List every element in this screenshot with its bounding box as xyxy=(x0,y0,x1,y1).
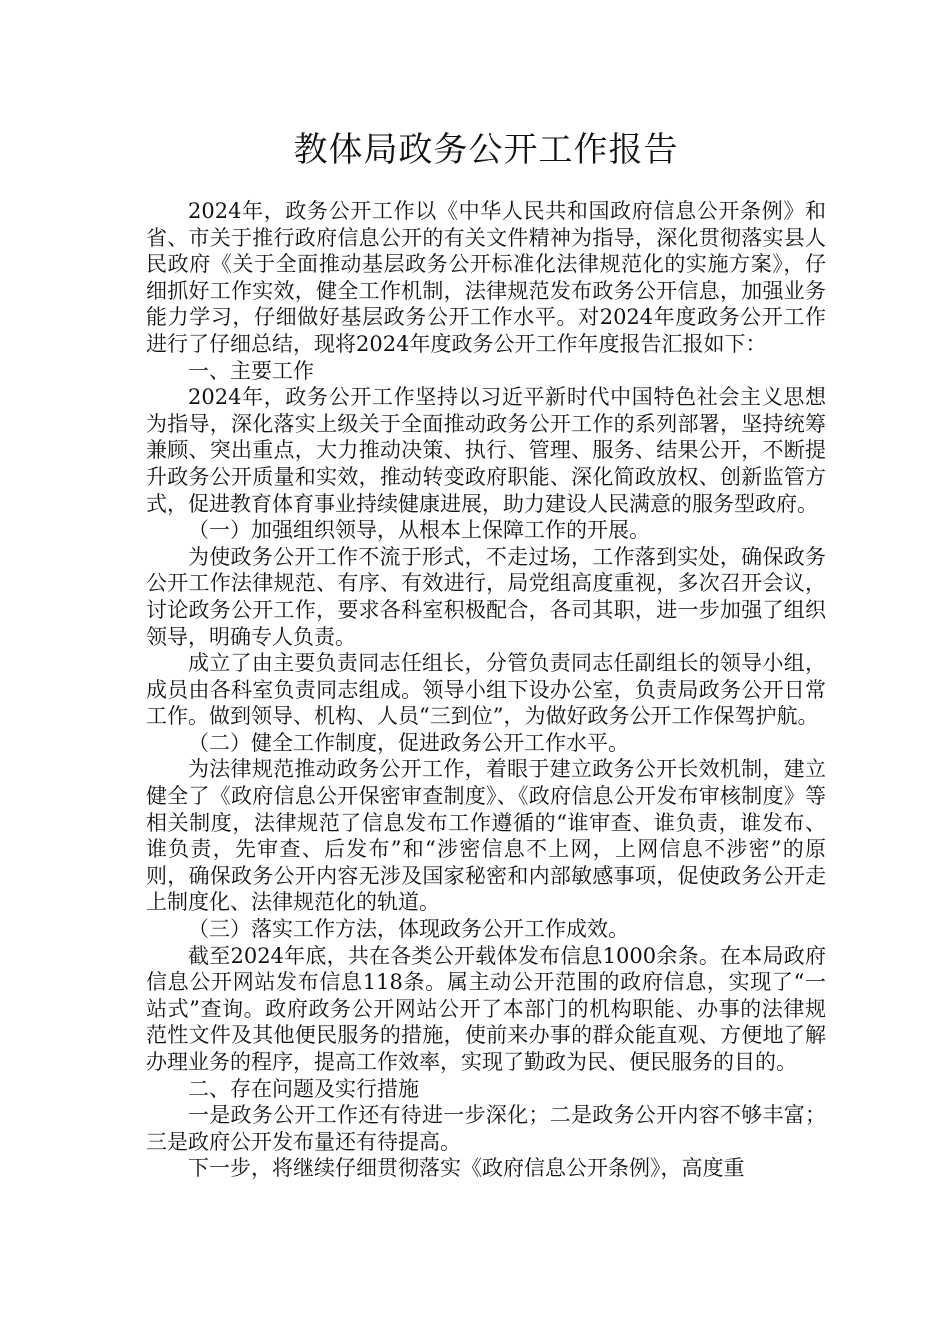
paragraph-methods: 截至2024年底，共在各类公开载体发布信息1000余条。在本局政府信息公开网站发布信息118条。属主动公开范围的政府信息，实现了“一站式”查询。政府政务公开网站公开了本部门的机构职能、办事的法律规范性文件及其他便民服务的措施，使前来办事的群众能直观、方便地了解办理业务的程序，提高工作效率，实现了勤政为民、便民服务的目的。 xyxy=(146,943,826,1074)
paragraph-organization: 为使政务公开工作不流于形式，不走过场，工作落到实处，确保政务公开工作法律规范、有序、有效进行，局党组高度重视，多次召开会议，讨论政务公开工作，要求各科室积极配合，各司其职，进一步加强了组织领导，明确专人负责。 xyxy=(146,544,826,649)
subheading-organization: （一）加强组织领导，从根本上保障工作的开展。 xyxy=(188,518,650,543)
heading-problems: 二、存在问题及实行措施 xyxy=(188,1076,419,1101)
subheading-methods: （三）落实工作方法，体现政务公开工作成效。 xyxy=(188,917,629,942)
paragraph-system: 为法律规范推动政务公开工作，着眼于建立政务公开长效机制，建立健全了《政府信息公开保密审查制度》、《政府信息公开发布审核制度》等相关制度，法律规范了信息发布工作遵循的“谁审查、谁负责，谁发布、谁负责，先审查、后发布”和“涉密信息不上网，上网信息不涉密”的原则，确保政务公开内容无涉及国家秘密和内部敏感事项，促使政务公开走上制度化、法律规范化的轨道。 xyxy=(146,757,826,915)
paragraph-next-steps: 下一步，将继续仔细贯彻落实《政府信息公开条例》，高度重 xyxy=(188,1156,745,1181)
document-page xyxy=(146,128,826,1182)
document-body xyxy=(146,198,826,1182)
subheading-system: （二）健全工作制度，促进政务公开工作水平。 xyxy=(188,730,629,755)
paragraph-main-work: 2024年，政务公开工作坚持以习近平新时代中国特色社会主义思想为指导，深化落实上级关于全面推动政务公开工作的系列部署，坚持统筹兼顾、突出重点，大力推动决策、执行、管理、服务、结果公开，不断提升政务公开质量和实效，推动转变政府职能、深化简政放权、创新监管方式，促进教育体育事业持续健康进展，助力建设人民满意的服务型政府。 xyxy=(146,385,826,516)
document-title: 教体局政务公开工作报告 xyxy=(293,130,679,170)
paragraph-problems: 一是政务公开工作还有待进一步深化；二是政务公开内容不够丰富；三是政府公开发布量还有待提高。 xyxy=(146,1103,826,1154)
heading-main-work: 一、主要工作 xyxy=(188,358,314,383)
paragraph-leadership-group: 成立了由主要负责同志任组长，分管负责同志任副组长的领导小组，成员由各科室负责同志组成。领导小组下设办公室，负责局政务公开日常工作。做到领导、机构、人员“三到位”，为做好政务公开工作保驾护航。 xyxy=(146,651,826,729)
paragraph-intro: 2024年，政务公开工作以《中华人民共和国政府信息公开条例》和省、市关于推行政府信息公开的有关文件精神为指导，深化贯彻落实县人民政府《关于全面推动基层政务公开标准化法律规范化的实施方案》，仔细抓好工作实效，健全工作机制，法律规范发布政务公开信息，加强业务能力学习，仔细做好基层政务公开工作水平。对2024年度政务公开工作进行了仔细总结，现将2024年度政务公开工作年度报告汇报如下： xyxy=(146,199,826,356)
